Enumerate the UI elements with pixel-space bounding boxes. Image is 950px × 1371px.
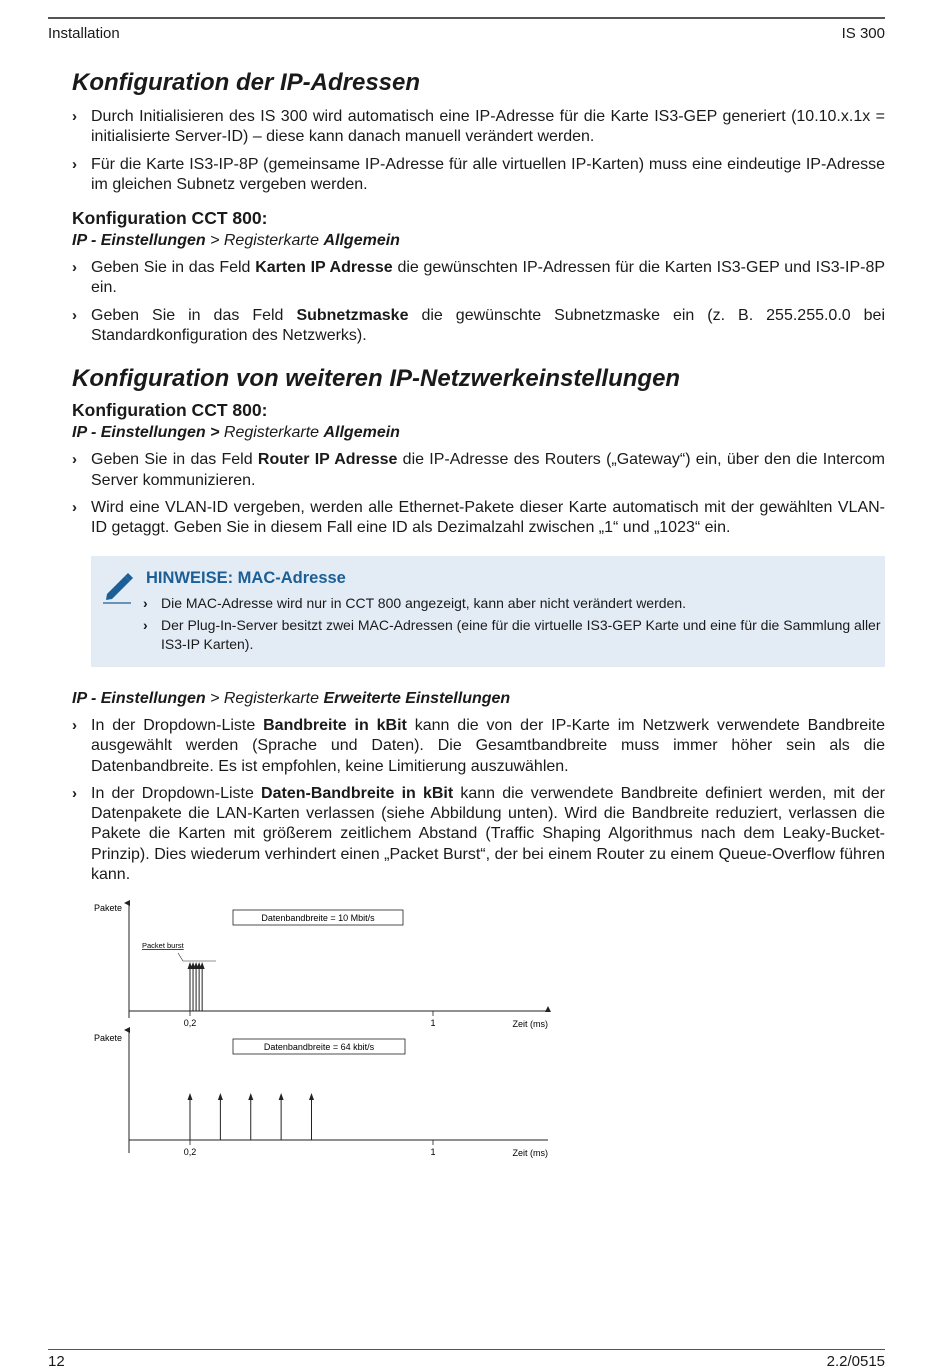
chevron-right-icon: › bbox=[72, 259, 77, 277]
packet-arrowhead bbox=[188, 1093, 193, 1100]
burst-pointer bbox=[178, 953, 216, 961]
menu-path: IP - Einstellungen > Registerkarte Allgemein bbox=[72, 424, 400, 442]
advanced-settings-content bbox=[72, 688, 885, 892]
document-version: 2.2/0515 bbox=[826, 1353, 885, 1370]
chevron-right-icon: › bbox=[72, 155, 77, 173]
x-axis-label: Zeit (ms) bbox=[512, 1148, 548, 1158]
network-steps-list bbox=[72, 450, 885, 538]
list-item: › Geben Sie in das Feld Subnetzmaske die gewünschte Subnetzmaske ein (z. B. 255.255.0.0 bei Standardkonfiguration des Netzwerks). bbox=[72, 306, 886, 345]
list-item: › Durch Initialisieren des IS 300 wird automatisch eine IP-Adresse für die Karte IS3-GEP generiert (10.10.x.1x = initialisierte Server-ID) – diese kann danach manuell verändert werden. bbox=[72, 108, 885, 146]
list-item: › Der Plug-In-Server besitzt zwei MAC-Adressen (eine für die virtuelle IS3-GEP Karte und eine für die Sammlung aller IS3-IP Karten). bbox=[143, 617, 881, 652]
header-product-name: IS 300 bbox=[841, 25, 885, 42]
chevron-right-icon: › bbox=[72, 451, 77, 469]
x-tick-label: 1 bbox=[430, 1147, 436, 1157]
menu-path: IP - Einstellungen > Registerkarte Erweiterte Einstellungen bbox=[72, 690, 511, 707]
bottom-panel bbox=[94, 1030, 548, 1158]
pencil-icon bbox=[101, 570, 135, 604]
list-item: › Geben Sie in das Feld Karten IP Adresse die gewünschten IP-Adressen für die Karten IS3-GEP und IS3-IP-8P ein. bbox=[72, 259, 886, 297]
list-item: › Für die Karte IS3-IP-8P (gemeinsame IP-Adresse für alle virtuellen IP-Karten) muss eine eindeutige IP-Adresse im gleichen Subnetz vergeben werden. bbox=[72, 155, 885, 193]
section-title-ip-addresses: Konfiguration der IP-Adressen bbox=[72, 69, 421, 96]
bandwidth-steps-list bbox=[72, 716, 885, 885]
list-item: › Wird eine VLAN-ID vergeben, werden alle Ethernet-Pakete dieser Karte automatisch mit der gewählten VLAN-ID getaggt. Geben Sie in diesem Fall eine ID als Dezimalzahl zwischen „1“ und „1023“ ein. bbox=[72, 498, 885, 537]
y-axis-label: Pakete bbox=[94, 903, 123, 913]
packet-arrowhead bbox=[218, 1093, 223, 1100]
cct800-steps-list bbox=[72, 258, 885, 346]
list-item: › In der Dropdown-Liste Bandbreite in kBit kann die von der IP-Karte im Netzwerk verwendete Bandbreite ausgewählt werden (Sprache und Daten). Die Gesamtbandbreite muss immer höher sein als die Datenbandbreite. Es ist empfohlen, keine Limitierung auszuwählen. bbox=[72, 717, 885, 775]
bandwidth-label: Datenbandbreite = 10 Mbit/s bbox=[261, 913, 375, 923]
list-item: › Geben Sie in das Feld Router IP Adresse die IP-Adresse des Routers („Gateway“) ein, über den die Intercom Server kommunizieren. bbox=[72, 451, 885, 489]
note-box bbox=[91, 556, 885, 667]
y-axis-label: Pakete bbox=[94, 1033, 123, 1043]
section-title-network-settings: Konfiguration von weiteren IP-Netzwerkeinstellungen bbox=[72, 365, 681, 393]
note-title: HINWEISE: MAC-Adresse bbox=[146, 569, 346, 587]
x-tick-label: 0,2 bbox=[183, 1018, 197, 1028]
list-item: › Die MAC-Adresse wird nur in CCT 800 angezeigt, kann aber nicht verändert werden. bbox=[143, 595, 686, 611]
bandwidth-label: Datenbandbreite = 64 kbit/s bbox=[263, 1042, 375, 1052]
ip-address-list bbox=[72, 107, 885, 195]
packet-arrows bbox=[188, 1093, 315, 1140]
packet-arrowhead bbox=[279, 1093, 284, 1100]
chevron-right-icon: › bbox=[143, 595, 148, 611]
x-axis-label: Zeit (ms) bbox=[512, 1019, 548, 1029]
packet-arrowhead bbox=[200, 962, 205, 969]
menu-path: IP - Einstellungen > Registerkarte Allgemein bbox=[72, 232, 400, 250]
subsection-title-cct800: Konfiguration CCT 800: bbox=[72, 400, 268, 421]
page-footer bbox=[48, 1349, 885, 1370]
main-content bbox=[72, 66, 885, 546]
chevron-right-icon: › bbox=[72, 108, 77, 125]
chevron-right-icon: › bbox=[72, 306, 77, 324]
chevron-right-icon: › bbox=[72, 717, 77, 734]
x-tick-label: 1 bbox=[430, 1018, 436, 1028]
subsection-title-cct800: Konfiguration CCT 800: bbox=[72, 208, 268, 229]
packet-arrowhead bbox=[309, 1093, 314, 1100]
note-list bbox=[143, 594, 883, 657]
chevron-right-icon: › bbox=[143, 617, 148, 633]
bandwidth-diagram bbox=[88, 895, 568, 1170]
list-item: › In der Dropdown-Liste Daten-Bandbreite in kBit kann die verwendete Bandbreite definiert werden, mit der Datenpakete die LAN-Karten verlassen (siehe Abbildung unten). Wird die Bandbreite reduziert, verlassen die Pakete die Karten mit größerem zeitlichem Abstand (Traffic Shaping Algorithmus nach dem Leaky-Bucket-Prinzip). Dies wiederum verhindert einen „Packet Burst“, der bei einem Router zu einem Queue-Overflow führen kann. bbox=[72, 784, 886, 884]
packet-arrows bbox=[188, 962, 205, 1011]
chevron-right-icon: › bbox=[72, 498, 77, 516]
x-tick-label: 0,2 bbox=[183, 1147, 197, 1157]
packet-arrowhead bbox=[248, 1093, 253, 1100]
page-number: 12 bbox=[48, 1353, 65, 1370]
page-header bbox=[48, 17, 885, 42]
header-section-name: Installation bbox=[48, 25, 120, 42]
packet-burst-label: Packet burst bbox=[142, 941, 184, 950]
top-panel bbox=[94, 903, 548, 1029]
chevron-right-icon: › bbox=[72, 784, 77, 802]
